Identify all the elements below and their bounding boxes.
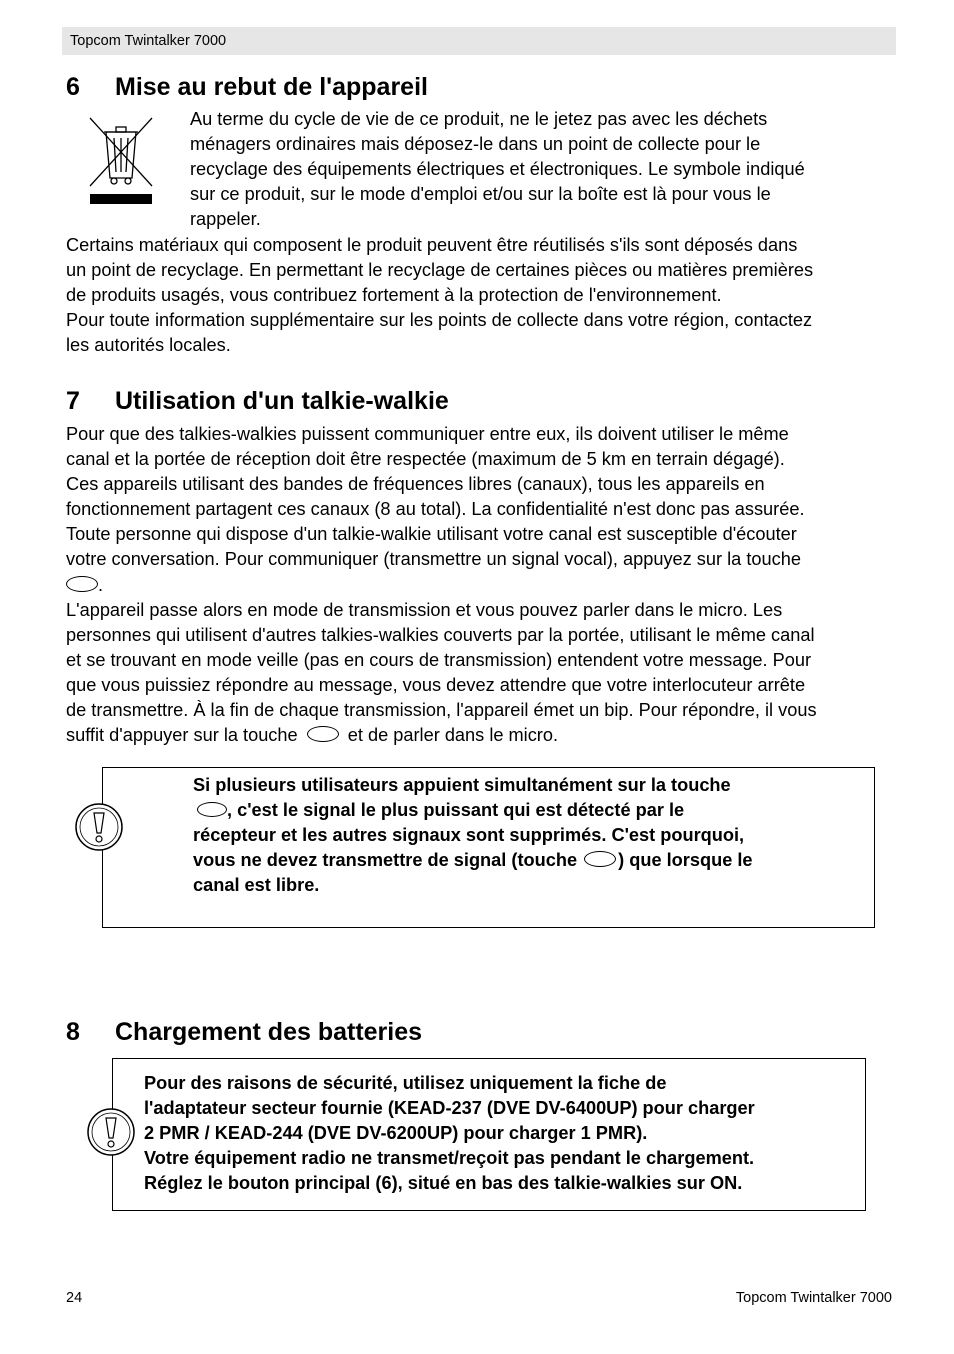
crossed-out-wheelie-bin-icon <box>88 116 154 206</box>
text-fragment: et de parler dans le micro. <box>347 725 559 746</box>
text-line: l'adaptateur secteur fournie (KEAD-237 (DVE DV-6400UP) pour charger <box>144 1098 755 1119</box>
section-title: Utilisation d'un talkie-walkie <box>115 387 449 415</box>
section-title: Chargement des batteries <box>115 1018 423 1046</box>
warning-note-box <box>102 767 875 928</box>
text-line: Pour toute information supplémentaire sur les points de collecte dans votre région, contactez <box>66 310 813 331</box>
talkie-usage-text <box>66 422 896 748</box>
text-line <box>193 798 753 823</box>
charging-note-text <box>144 1071 755 1196</box>
text-line: récepteur et les autres signaux sont supprimés. C'est pourquoi, <box>193 825 745 846</box>
text-line: sur ce produit, sur le mode d'emploi et/ou sur la boîte est là pour vous le <box>190 184 771 205</box>
text-line: Réglez le bouton principal (6), situé en bas des talkie-walkies sur ON. <box>144 1173 743 1194</box>
ptt-key-icon <box>197 802 227 817</box>
text-fragment: vous ne devez transmettre de signal (touche <box>193 850 578 871</box>
ptt-key-icon <box>66 576 98 592</box>
text-line <box>193 848 753 873</box>
exclamation-warning-icon <box>86 1107 136 1157</box>
running-header <box>62 27 896 55</box>
text-line: canal est libre. <box>193 875 320 896</box>
text-line: les autorités locales. <box>66 335 231 356</box>
text-line: personnes qui utilisent d'autres talkies-walkies couverts par la portée, utilisant le même canal <box>66 624 815 645</box>
text-line: L'appareil passe alors en mode de transmission et vous pouvez parler dans le micro. Les <box>66 599 783 620</box>
text-line: fonctionnement partagent ces canaux (8 au total). La confidentialité n'est donc pas assurée. <box>66 499 805 520</box>
ptt-key-icon <box>584 851 616 867</box>
section-7-heading <box>66 386 449 416</box>
text-line: Votre équipement radio ne transmet/reçoit pas pendant le chargement. <box>144 1148 755 1169</box>
text-line <box>66 723 896 748</box>
text-line: rappeler. <box>190 209 261 230</box>
text-line: ménagers ordinaires mais déposez-le dans un point de collecte pour le <box>190 134 761 155</box>
text-line <box>66 573 896 598</box>
section-8-heading <box>66 1017 422 1047</box>
section-number: 6 <box>66 73 80 101</box>
text-line: que vous puissiez répondre au message, vous devez attendre que votre interlocuteur arrête <box>66 674 806 695</box>
text-line: Certains matériaux qui composent le produit peuvent être réutilisés s'ils sont déposés dans <box>66 235 798 255</box>
text-fragment: suffit d'appuyer sur la touche <box>66 725 298 746</box>
ptt-key-icon <box>307 726 339 742</box>
line-suffix: . <box>98 574 104 595</box>
header-title: Topcom Twintalker 7000 <box>70 33 227 49</box>
text-line: Si plusieurs utilisateurs appuient simultanément sur la touche <box>193 775 731 795</box>
disposal-intro <box>190 107 890 232</box>
text-line: Au terme du cycle de vie de ce produit, ne le jetez pas avec les déchets <box>190 109 768 129</box>
text-line: Pour des raisons de sécurité, utilisez uniquement la fiche de <box>144 1073 667 1093</box>
text-line: recyclage des équipements électriques et électroniques. Le symbole indiqué <box>190 159 805 180</box>
warning-note-text <box>193 773 753 898</box>
text-line: 2 PMR / KEAD-244 (DVE DV-6200UP) pour charger 1 PMR). <box>144 1123 648 1144</box>
text-line: et se trouvant en mode veille (pas en cours de transmission) entendent votre message. Pour <box>66 649 812 670</box>
text-line: Ces appareils utilisant des bandes de fréquences libres (canaux), tous les appareils en <box>66 474 765 495</box>
text-line: Pour que des talkies-walkies puissent communiquer entre eux, ils doivent utiliser le même <box>66 424 789 444</box>
text-line: Toute personne qui dispose d'un talkie-walkie utilisant votre canal est susceptible d'écouter <box>66 524 797 545</box>
text-line: canal et la portée de réception doit être respectée (maximum de 5 km en terrain dégagé). <box>66 449 785 470</box>
section-number: 8 <box>66 1018 80 1046</box>
page-number: 24 <box>66 1290 83 1306</box>
charging-note-box <box>112 1058 866 1211</box>
text-line: votre conversation. Pour communiquer (transmettre un signal vocal), appuyez sur la touche <box>66 549 801 570</box>
text-fragment: ) que lorsque le <box>618 850 753 871</box>
text-line: de transmettre. À la fin de chaque transmission, l'appareil émet un bip. Pour répondre, il vous <box>66 700 817 721</box>
footer-title: Topcom Twintalker 7000 <box>735 1290 892 1306</box>
section-number: 7 <box>66 387 80 415</box>
text-line: de produits usagés, vous contribuez fortement à la protection de l'environnement. <box>66 285 722 306</box>
section-6-heading <box>66 72 428 102</box>
text-line: un point de recyclage. En permettant le recyclage de certaines pièces ou matières premières <box>66 260 814 281</box>
section-title: Mise au rebut de l'appareil <box>115 73 428 101</box>
text-fragment: , c'est le signal le plus puissant qui est détecté par le <box>227 800 685 821</box>
disposal-body <box>66 233 896 358</box>
exclamation-warning-icon <box>74 802 124 852</box>
